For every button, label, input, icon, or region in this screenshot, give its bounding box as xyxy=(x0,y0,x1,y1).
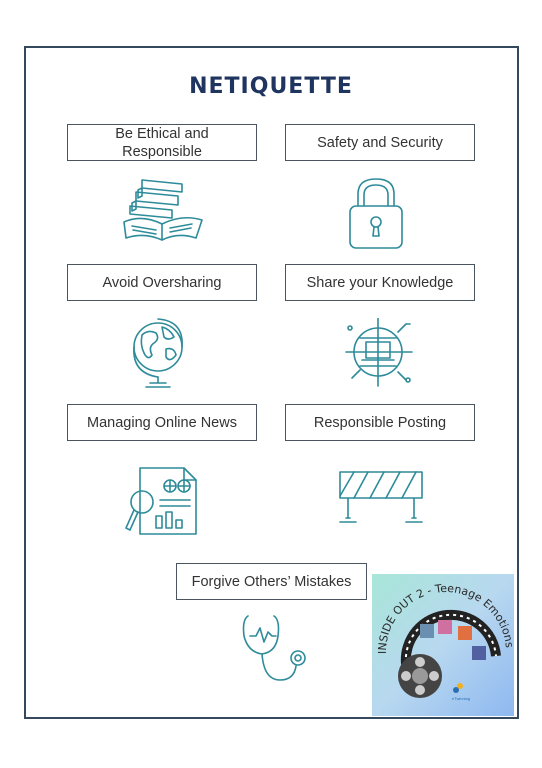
globe-icon xyxy=(128,317,190,391)
badge-title-path: INSIDE OUT 2 - Teenage Emotion xyxy=(375,581,514,655)
card-managing-news xyxy=(67,404,257,441)
card-label: Share your Knowledge xyxy=(306,274,454,291)
network-computer-icon xyxy=(344,318,414,388)
film-reel-logo xyxy=(372,574,514,716)
inside-out-badge xyxy=(372,574,514,716)
card-label: Forgive Others’ Mistakes xyxy=(191,573,352,590)
card-label: Managing Online News xyxy=(87,414,237,431)
card-label: Avoid Oversharing xyxy=(102,274,222,291)
card-label: Safety and Security xyxy=(317,134,443,151)
card-safety-security xyxy=(285,124,475,161)
stethoscope-icon xyxy=(240,610,312,686)
card-responsible-posting xyxy=(285,404,475,441)
report-magnifier-icon xyxy=(124,464,202,538)
card-label: Responsible Posting xyxy=(313,414,447,431)
books-icon xyxy=(120,178,206,244)
card-be-ethical xyxy=(67,124,257,161)
card-share-knowledge xyxy=(285,264,475,301)
card-forgive-mistakes xyxy=(176,563,367,600)
barrier-icon xyxy=(336,466,426,530)
etwinning-logo-text: eTwinning xyxy=(452,696,471,701)
padlock-icon xyxy=(344,176,408,252)
card-label: Be Ethical and Responsible xyxy=(115,125,209,160)
card-avoid-oversharing xyxy=(67,264,257,301)
page-title: NETIQUETTE xyxy=(189,74,353,99)
